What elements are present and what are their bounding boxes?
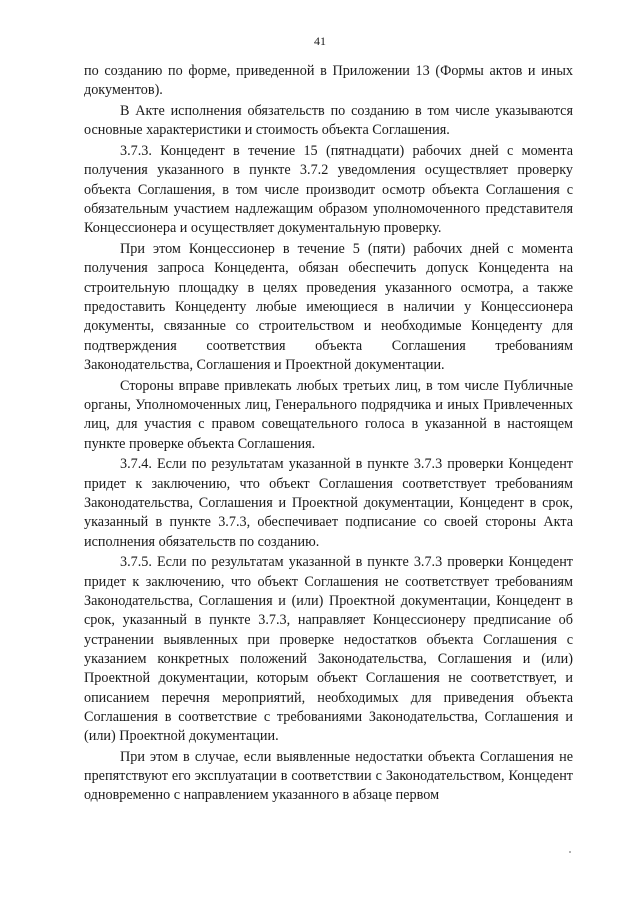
paragraph: При этом в случае, если выявленные недостатки объекта Соглашения не препятствуют его эксплуатации в соответствии с Законодательством, Концедент одновременно с направлением указанного в абзаце первом [84, 748, 573, 804]
paragraph: При этом Концессионер в течение 5 (пяти) рабочих дней с момента получения запроса Концедента, обязан обеспечить допуск Концедента на строительную площадку в целях проведения указанного осмотра, а также предоставить Концеденту любые имеющиеся в наличии у Концессионера документы, связанные со строительством и необходимые Концеденту для подтверждения соответствия объекта Соглашения требованиям Законодательства, Соглашения и Проектной документации. [84, 241, 573, 373]
document-body [84, 62, 573, 807]
paragraph: Стороны вправе привлекать любых третьих лиц, в том числе Публичные органы, Уполномоченных лиц, Генерального подрядчика и иных Привлеченных лиц, для участия с правом совещательного голоса в указанной в настоящем пункте проверке объекта Соглашения. [84, 377, 573, 452]
paragraph: В Акте исполнения обязательств по созданию в том числе указываются основные характеристики и стоимость объекта Соглашения. [84, 103, 573, 139]
paragraph: по созданию по форме, приведенной в Приложении 13 (Формы актов и иных документов). [84, 63, 573, 99]
page-number: 41 [314, 34, 326, 48]
paragraph: 3.7.5. Если по результатам указанной в пункте 3.7.3 проверки Концедент придет к заключению, что объект Соглашения не соответствует требованиям Законодательства, Соглашения и (или) Проектной документации, Концедент в срок, указанный в пункте 3.7.3, направляет Концессионеру предписание об устранении выявленных при проверке недостатков объекта Соглашения с указанием конкретных положений Законодательства, Соглашения и (или) Проектной документации, которым объект Соглашения не соответствует, и описанием перечня мероприятий, необходимых для приведения объекта Соглашения в соответствие с требованиями Законодательства, Соглашения и (или) Проектной документации. [84, 554, 573, 745]
paragraph: 3.7.3. Концедент в течение 15 (пятнадцати) рабочих дней с момента получения указанного в пункте 3.7.2 уведомления осуществляет проверку объекта Соглашения, в том числе производит осмотр объекта Соглашения с обязательным участием надлежащим образом уполномоченного представителя Концессионера и осуществляет документальную проверку. [84, 143, 573, 237]
paragraph: 3.7.4. Если по результатам указанной в пункте 3.7.3 проверки Концедент придет к заключению, что объект Соглашения соответствует требованиям Законодательства, Соглашения и Проектной документации, Концедент в срок, указанный в пункте 3.7.3, обеспечивает подписание со своей стороны Акта исполнения обязательств по созданию. [84, 456, 573, 550]
scan-speck [569, 851, 571, 853]
